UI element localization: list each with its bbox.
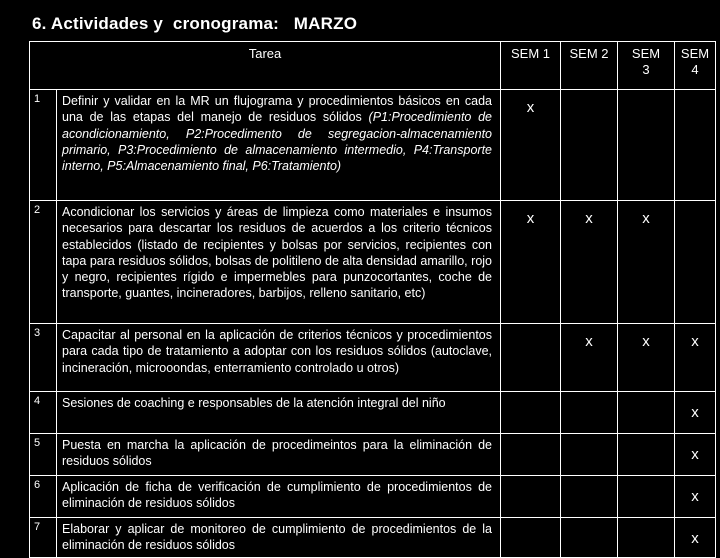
week-4-mark: x: [675, 518, 716, 558]
week-1-mark: x: [501, 201, 561, 324]
week-3-mark: x: [618, 324, 675, 392]
week-2-mark: [561, 90, 618, 201]
header-sem-1: SEM 1: [501, 42, 561, 90]
week-3-mark: [618, 434, 675, 476]
week-1-mark: [501, 434, 561, 476]
row-number: 7: [30, 518, 57, 558]
task-text: Definir y validar en la MR un flujograma y procedimientos básicos en cada una de las etapas del manejo de residuos sólidos: [62, 94, 492, 125]
table-row: [30, 201, 716, 324]
task-description: [57, 324, 501, 392]
table-row: [30, 518, 716, 558]
week-1-mark: [501, 518, 561, 558]
task-description: [57, 90, 501, 201]
task-description: [57, 201, 501, 324]
task-description: [57, 434, 501, 476]
table-row: [30, 434, 716, 476]
week-3-mark: [618, 518, 675, 558]
table-row: [30, 90, 716, 201]
row-number: 5: [30, 434, 57, 476]
task-description: [57, 476, 501, 518]
week-2-mark: [561, 392, 618, 434]
task-text: Aplicación de ficha de verificación de cumplimiento de procedimientos de eliminación de residuos sólidos: [62, 480, 492, 511]
week-2-mark: x: [561, 201, 618, 324]
header-sem-2: SEM 2: [561, 42, 618, 90]
task-text: Puesta en marcha la aplicación de procedimeintos para la eliminación de residuos sólidos: [62, 438, 492, 469]
week-2-mark: x: [561, 324, 618, 392]
row-number: 2: [30, 201, 57, 324]
week-4-mark: [675, 90, 716, 201]
week-2-mark: [561, 434, 618, 476]
week-3-mark: x: [618, 201, 675, 324]
task-description: [57, 518, 501, 558]
week-4-mark: x: [675, 324, 716, 392]
table-row: [30, 476, 716, 518]
table-row: [30, 392, 716, 434]
week-2-mark: [561, 476, 618, 518]
header-sem-4: SEM 4: [675, 42, 716, 90]
task-description: [57, 392, 501, 434]
row-number: 4: [30, 392, 57, 434]
week-1-mark: x: [501, 90, 561, 201]
header-row: [30, 42, 716, 90]
week-1-mark: [501, 324, 561, 392]
week-3-mark: [618, 392, 675, 434]
header-task: Tarea: [30, 42, 501, 90]
week-2-mark: [561, 518, 618, 558]
week-4-mark: x: [675, 392, 716, 434]
task-text: Elaborar y aplicar de monitoreo de cumplimiento de procedimientos de la eliminación de residuos sólidos: [62, 522, 492, 553]
schedule-table: [29, 41, 716, 558]
row-number: 6: [30, 476, 57, 518]
week-3-mark: [618, 90, 675, 201]
week-4-mark: [675, 201, 716, 324]
task-text: Acondicionar los servicios y áreas de limpieza como materiales e insumos necesarios para descartar los residuos de acuerdos a los criterio técnicos establecidos (listado de recipientes y bolsas por servicios, recipientes con tapa para residuos sólidos, bolsas de politileno de alta densidad amarillo, rojo y negro, recipientes rígido e impermebles para punzocortantes, coche de transporte, guantes, incineradores, barbijos, relleno sanitario, etc): [62, 205, 492, 301]
task-text: Sesiones de coaching e responsables de la atención integral del niño: [62, 396, 446, 410]
week-1-mark: [501, 392, 561, 434]
task-text-italic: (P1:Procedimiento de acondicionamiento, P2:Procedimento de segregacion-almacenamiento primario, P3:Procedimiento de almacenamiento intermedio, P4:Transporte interno, P5:Almacenamiento final, P6:Tratamiento): [62, 110, 493, 174]
week-4-mark: x: [675, 434, 716, 476]
task-text: Capacitar al personal en la aplicación de criterios técnicos y procedimientos para cada tipo de tratamiento a adoptar con los residuos sólidos (autoclave, incineración, microoondas, enterramiento controlado u otros): [62, 328, 492, 375]
week-4-mark: x: [675, 476, 716, 518]
page-title: 6. Actividades y cronograma: MARZO: [32, 14, 358, 33]
row-number: 1: [30, 90, 57, 201]
row-number: 3: [30, 324, 57, 392]
header-sem-3: SEM 3: [618, 42, 675, 90]
table-row: [30, 324, 716, 392]
week-1-mark: [501, 476, 561, 518]
week-3-mark: [618, 476, 675, 518]
